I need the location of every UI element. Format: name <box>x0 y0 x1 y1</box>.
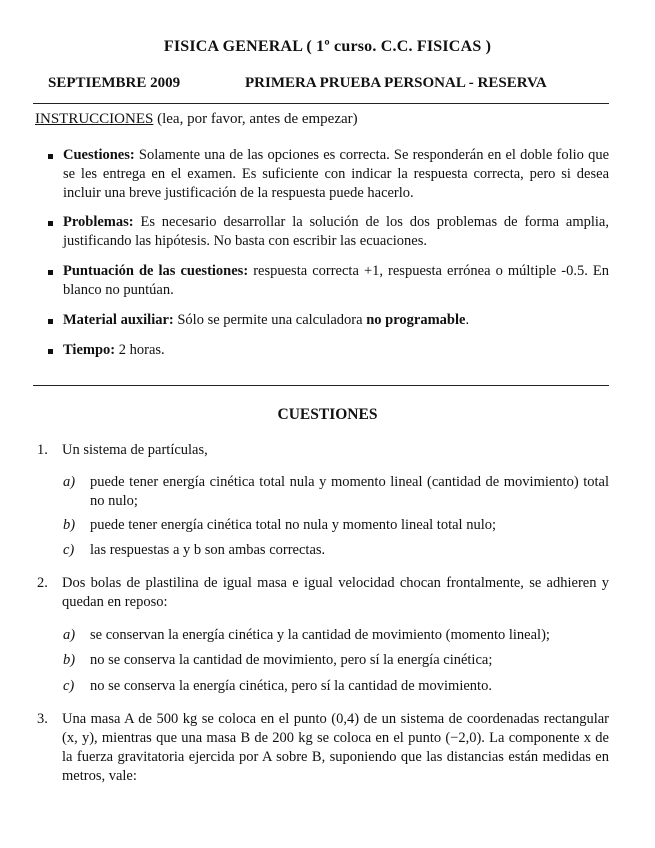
question-number: 3. <box>37 711 48 727</box>
instruction-text: Solamente una de las opciones es correcta. Se responderán en el doble folio que se les entrega en el examen. Es suficiente con indicar la respuesta correcta, pero si desea incluir una breve justificación de la respuesta puede hacerlo. <box>63 147 609 201</box>
question-2-option-b <box>63 651 609 670</box>
instruction-text: Es necesario desarrollar la solución de los dos problemas de forma amplia, justificando las hipótesis. No basta con escribir las ecuaciones. <box>63 214 609 249</box>
exam-name: PRIMERA PRUEBA PERSONAL - RESERVA <box>245 75 547 91</box>
section-title: CUESTIONES <box>277 406 378 423</box>
option-label: a) <box>63 474 76 490</box>
instruction-item-cuestiones <box>44 146 609 203</box>
instruction-label: Tiempo: <box>63 342 116 358</box>
instruction-label: Puntuación de las cuestiones: <box>63 263 249 279</box>
exam-title: FISICA GENERAL ( 1º curso. C.C. FISICAS ) <box>163 38 492 55</box>
instructions-heading-label: INSTRUCCIONES <box>35 111 154 127</box>
instruction-label: Cuestiones: <box>63 147 135 163</box>
question-1-option-b <box>63 516 609 535</box>
option-text: las respuestas a y b son ambas correctas. <box>90 542 326 558</box>
bullet-icon <box>48 270 53 275</box>
bullet-icon <box>48 154 53 159</box>
bullet-icon <box>48 221 53 226</box>
option-text: puede tener energía cinética total nula y momento lineal (cantidad de movimiento) total no nulo; <box>90 474 609 509</box>
instructions-heading <box>35 111 358 128</box>
instruction-item-puntuacion <box>44 262 609 300</box>
option-label: a) <box>63 627 76 643</box>
instruction-item-problemas <box>44 213 609 251</box>
instructions-heading-note: (lea, por favor, antes de empezar) <box>153 111 358 127</box>
option-text: no se conserva la energía cinética, pero sí la cantidad de movimiento. <box>90 678 492 694</box>
question-2 <box>37 574 609 612</box>
bullet-icon <box>48 319 53 324</box>
instruction-label: Problemas: <box>63 214 134 230</box>
question-text: Una masa A de 500 kg se coloca en el punto (0,4) de un sistema de coordenadas rectangular (x, y), mientras que una masa B de 200 kg se coloca en el punto (−2,0). La componente x de la fuerza gravitatoria ejercida por A sobre B, suponiendo que las distancias están medidas en metros, vale: <box>62 711 609 784</box>
question-1-option-a <box>63 473 609 511</box>
question-3 <box>37 710 609 786</box>
question-1-option-c <box>63 541 609 560</box>
instruction-label: Material auxiliar: <box>63 312 174 328</box>
question-2-option-c <box>63 677 609 696</box>
top-divider <box>33 103 609 104</box>
exam-date: SEPTIEMBRE 2009 <box>48 75 181 91</box>
question-1 <box>37 441 609 460</box>
option-text: puede tener energía cinética total no nula y momento lineal total nulo; <box>90 517 496 533</box>
instruction-text: 2 horas. <box>115 342 165 358</box>
option-text: no se conserva la cantidad de movimiento, pero sí la energía cinética; <box>90 652 493 668</box>
section-divider <box>33 385 609 386</box>
option-label: b) <box>63 652 76 668</box>
instruction-text: respuesta correcta +1, respuesta errónea o múltiple -0.5. En blanco no puntúan. <box>63 263 609 298</box>
instruction-text: Sólo se permite una calculadora <box>173 312 367 328</box>
question-number: 1. <box>37 442 48 458</box>
instruction-emphasis: no programable <box>366 312 466 328</box>
option-label: c) <box>63 542 75 558</box>
question-number: 2. <box>37 575 48 591</box>
question-2-option-a <box>63 626 609 645</box>
bullet-icon <box>48 349 53 354</box>
question-text: Dos bolas de plastilina de igual masa e igual velocidad chocan frontalmente, se adhieren y quedan en reposo: <box>62 575 609 610</box>
question-text: Un sistema de partículas, <box>62 442 208 458</box>
instruction-tail: . <box>465 312 470 328</box>
option-text: se conservan la energía cinética y la cantidad de movimiento (momento lineal); <box>90 627 550 643</box>
option-label: b) <box>63 517 76 533</box>
instruction-item-tiempo <box>44 341 609 360</box>
option-label: c) <box>63 678 75 694</box>
instruction-item-material <box>44 311 609 330</box>
